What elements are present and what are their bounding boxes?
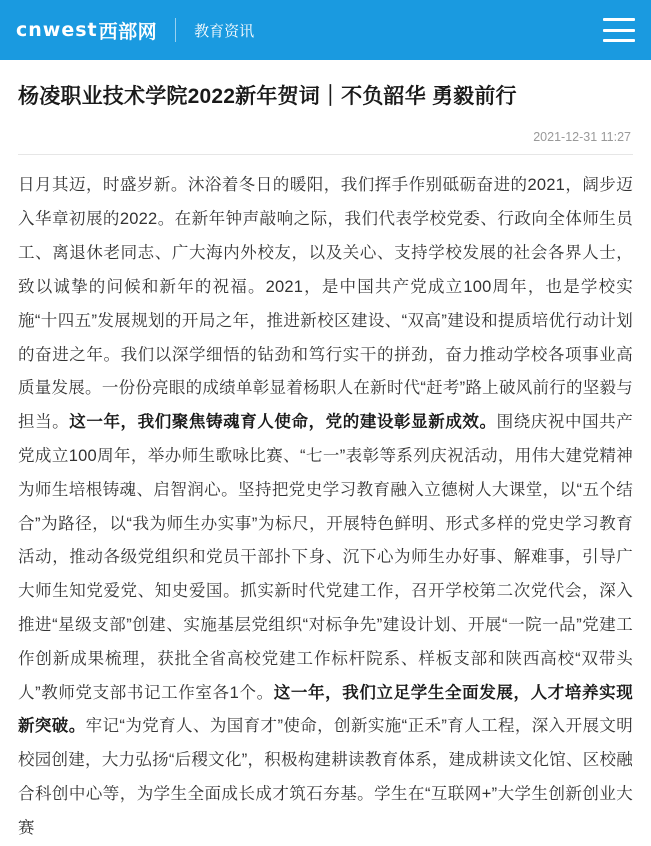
menu-bar-3 — [603, 39, 635, 42]
logo-latin-text: cnwest — [16, 19, 98, 41]
site-header — [0, 0, 651, 60]
article-paragraph — [18, 169, 633, 845]
article-text-run: 围绕庆祝中国共产党成立100周年，举办师生歌咏比赛、“七一”表彰等系列庆祝活动，用伟大建党精神为师生培根铸魂、启智润心。坚持把党史学习教育融入立德树人大课堂，以“五个结合”为路径，以“我为师生办实事”为标尺，开展特色鲜明、形式多样的党史学习教育活动，推动各级党组织和党员干部扑下身、沉下心为师生办好事、解难事，引导广大师生知党爱党、知史爱国。抓实新时代党建工作，召开学校第二次党代会，深入推进“星级支部”创建、实施基层党组织“对标争先”建设计划、开展“一院一品”党建工作创新成果梳理，获批全省高校党建工作标杆院系、样板支部和陕西高校“双带头人”教师党支部书记工作室各1个。 — [18, 413, 633, 702]
logo-chinese-text: 西部网 — [98, 21, 158, 43]
article-body — [18, 169, 633, 845]
site-logo[interactable] — [16, 17, 157, 44]
page-title: 杨凌职业技术学院2022新年贺词｜不负韶华 勇毅前行 — [18, 85, 517, 108]
channel-label[interactable]: 教育资讯 — [194, 22, 255, 40]
menu-bar-1 — [603, 18, 635, 21]
article-container — [0, 82, 651, 846]
header-divider — [175, 18, 176, 42]
article-text-run: 日月其迈，时盛岁新。沐浴着冬日的暖阳，我们挥手作别砥砺奋进的2021，阔步迈入华章初展的2022。在新年钟声敲响之际，我们代表学校党委、行政向全体师生员工、离退休老同志、广大海内外校友，以及关心、支持学校发展的社会各界人士，致以诚挚的问候和新年的祝福。2021，是中国共产党成立100周年，也是学校实施“十四五”发展规划的开局之年，推进新校区建设、“双高”建设和提质培优行动计划的奋进之年。我们以深学细悟的钻劲和笃行实干的拼劲，奋力推动学校各项事业高质量发展。一份份亮眼的成绩单彰显着杨职人在新时代“赶考”路上破风前行的坚毅与担当。 — [18, 176, 633, 432]
article-text-emphasis: 这一年，我们立足学生全面发展，人才培养实现新突破。 — [18, 683, 634, 736]
article-text-run: 牢记“为党育人、为国育才”使命，创新实施“正禾”育人工程，深入开展文明校园创建，大力弘扬“后稷文化”，积极构建耕读教育体系，建成耕读文化馆、区校融合科创中心等，为学生全面成长成才筑石夯基。学生在“互联网+”大学生创新创业大赛 — [18, 717, 633, 837]
menu-bar-2 — [603, 29, 635, 32]
header-rule — [18, 154, 633, 155]
publish-timestamp: 2021-12-31 11:27 — [533, 130, 631, 145]
article-text-emphasis: 这一年，我们聚焦铸魂育人使命，党的建设彰显新成效。 — [69, 413, 497, 432]
hamburger-menu-icon[interactable] — [603, 18, 635, 42]
